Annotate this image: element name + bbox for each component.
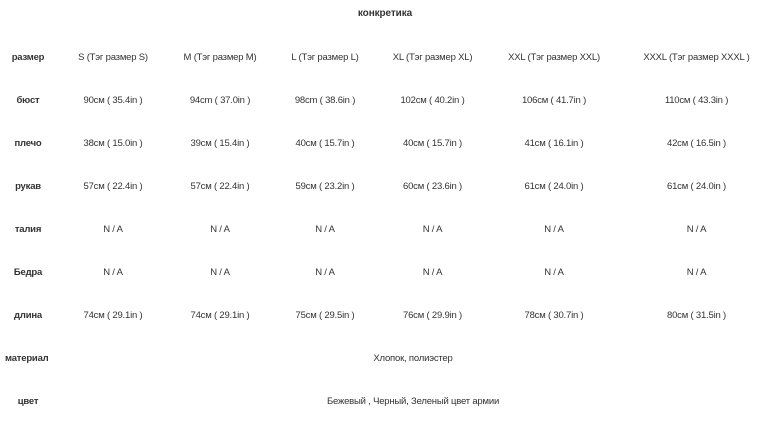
table-row-bust: [0, 79, 770, 122]
table-row-waist: [0, 208, 770, 251]
color-value: Бежевый , Черный, Зеленый цвет армии: [326, 396, 500, 407]
table-row-hips: [0, 251, 770, 294]
row-label-bust: бюст: [16, 95, 40, 106]
table-cell: 61см ( 24.0in ): [524, 181, 584, 192]
table-cell: 57см ( 22.4in ): [190, 181, 250, 192]
table-cell: 38см ( 15.0in ): [83, 138, 143, 149]
table-cell: N / A: [686, 267, 707, 278]
table-cell: 75см ( 29.5in ): [295, 310, 355, 321]
table-row-color: [0, 380, 770, 423]
table-cell: 80см ( 31.5in ): [667, 310, 726, 321]
size-header-xl: XL (Тэг размер XL): [392, 52, 473, 63]
row-label-hips: Бедра: [13, 267, 43, 278]
table-cell: 106см ( 41.7in ): [521, 95, 587, 106]
table-cell: 74см ( 29.1in ): [190, 310, 250, 321]
table-cell: 98cm ( 38.6in ): [294, 95, 356, 106]
table-cell: 41см ( 16.1in ): [524, 138, 584, 149]
row-label-material: материал: [5, 353, 49, 364]
row-label-shoulder: плечо: [14, 138, 42, 149]
table-cell: N / A: [544, 224, 564, 235]
row-label-length: длина: [14, 310, 42, 321]
table-cell: 78см ( 30.7in ): [524, 310, 584, 321]
size-header-s: S (Тэг размер S): [78, 52, 148, 63]
size-header-l: L (Тэг размер L): [291, 52, 359, 63]
table-row-shoulder: [0, 122, 770, 165]
table-cell: 76см ( 29.9in ): [403, 310, 462, 321]
table-cell: N / A: [544, 267, 564, 278]
table-cell: 74см ( 29.1in ): [83, 310, 143, 321]
table-cell: N / A: [422, 224, 443, 235]
table-cell: N / A: [210, 267, 230, 278]
table-cell: 60см ( 23.6in ): [403, 181, 462, 192]
table-cell: 40см ( 15.7in ): [295, 138, 355, 149]
table-cell: N / A: [210, 224, 230, 235]
table-cell: 57см ( 22.4in ): [83, 181, 143, 192]
row-label-waist: талия: [14, 224, 42, 235]
table-cell: 42см ( 16.5in ): [667, 138, 726, 149]
table-cell: 39см ( 15.4in ): [190, 138, 250, 149]
table-row-length: [0, 294, 770, 337]
table-cell: N / A: [315, 224, 335, 235]
table-cell: N / A: [422, 267, 443, 278]
table-cell: 61см ( 24.0in ): [667, 181, 726, 192]
spec-title: конкретика: [357, 8, 413, 19]
table-cell: 102см ( 40.2in ): [400, 95, 465, 106]
table-row-material: [0, 337, 770, 380]
size-header-row: [0, 36, 770, 79]
table-cell: N / A: [103, 267, 123, 278]
row-label-color: цвет: [17, 396, 39, 407]
table-row-sleeve: [0, 165, 770, 208]
material-value: Хлопок, полиэстер: [373, 353, 453, 364]
size-row-label: размер: [11, 52, 45, 63]
table-cell: 110см ( 43.3in ): [664, 95, 729, 106]
size-header-m: M (Тэг размер M): [183, 52, 257, 63]
table-cell: 90см ( 35.4in ): [83, 95, 143, 106]
table-cell: N / A: [103, 224, 123, 235]
table-cell: N / A: [686, 224, 707, 235]
size-table: [0, 36, 770, 423]
size-header-xxl: XXL (Тэг размер XXL): [508, 52, 600, 63]
row-label-sleeve: рукав: [15, 181, 41, 192]
table-cell: 59см ( 23.2in ): [295, 181, 355, 192]
table-cell: 40см ( 15.7in ): [403, 138, 462, 149]
table-cell: 94cm ( 37.0in ): [189, 95, 251, 106]
size-header-xxxl: XXXL (Тэг размер XXXL ): [643, 52, 750, 63]
table-cell: N / A: [315, 267, 335, 278]
